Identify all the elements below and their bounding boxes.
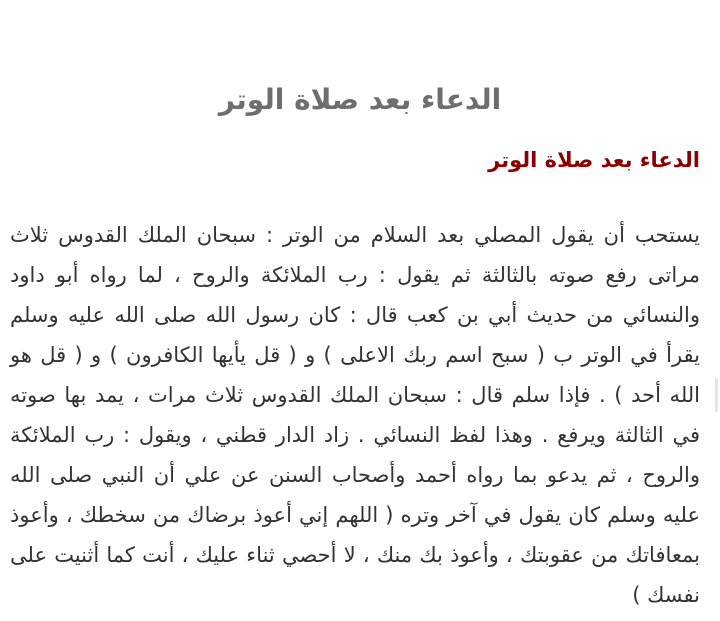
section-subtitle: الدعاء بعد صلاة الوتر bbox=[488, 148, 700, 172]
scrollbar-thumb[interactable] bbox=[715, 378, 718, 412]
page-title: الدعاء بعد صلاة الوتر bbox=[218, 83, 502, 116]
article-body: يستحب أن يقول المصلي بعد السلام من الوتر : سبحان الملك القدوس ثلاث مراتى رفع صوته بالثالثة ثم يقول : رب الملائكة والروح ، لما رواه أبو داود والنسائي من حديث أبي بن كعب قال : كان رسول الله صلى الله عليه وسلم يقرأ في الوتر ب ( سبح اسم ربك الاعلى ) و ( قل يأيها الكافرون ) و ( قل هو الله أحد ) . فإذا سلم قال : سبحان الملك القدوس ثلاث مرات ، يمد بها صوته في الثالثة ويرفع . وهذا لفظ النسائي . زاد الدار قطني ، ويقول : رب الملائكة والروح ، ثم يدعو بما رواه أحمد وأصحاب السنن عن علي أن النبي صلى الله عليه وسلم كان يقول في آخر وتره ( اللهم إني أعوذ برضاك من سخطك ، وأعوذ بمعافاتك من عقوبتك ، وأعوذ بك منك ، لا أحصي ثناء عليك ، أنت كما أثنيت على نفسك ) bbox=[10, 223, 700, 607]
